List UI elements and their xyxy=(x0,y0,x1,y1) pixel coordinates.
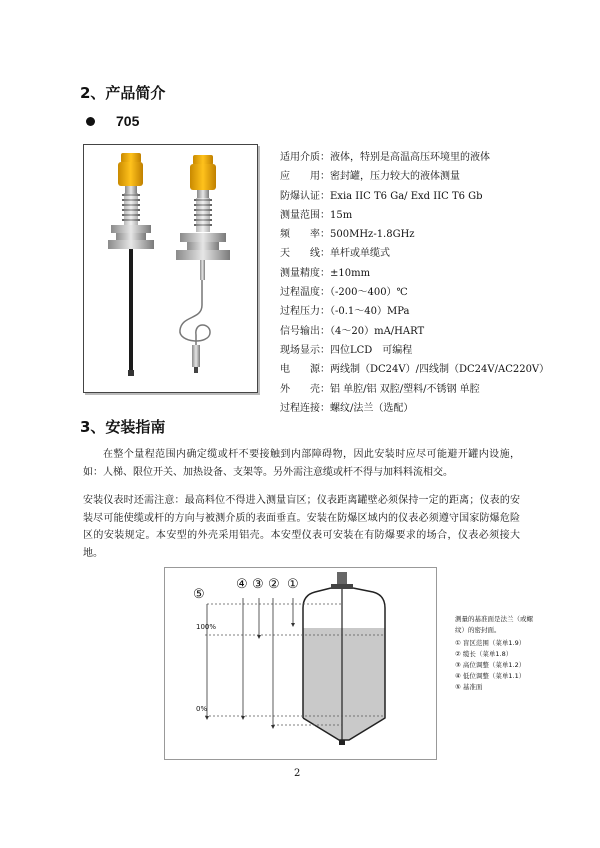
page-number: 2 xyxy=(294,768,301,779)
tank-diagram xyxy=(164,567,437,760)
spec-row-application: 应 用：密封罐，压力较大的液体测量 xyxy=(280,171,460,183)
cable-gauge-image xyxy=(176,155,230,373)
diagram-legend xyxy=(455,614,537,693)
product-bullet xyxy=(86,113,139,129)
install-paragraph-2: 安装仪表时还需注意：最高料位不得进入测量盲区；仪表距离罐壁必须保持一定的距离；仪表的安装尽可能使缆或杆的方向与被测介质的表面垂直。安装在防爆区域内的仪表必须遵守国家防爆危险区的安装规定。本安型的外壳采用铝壳。本安型仪表可安装在有防爆要求的场合，仪表必须接大地。 xyxy=(83,495,520,559)
spec-row-connection: 过程连接：螺纹/法兰（选配） xyxy=(280,402,414,414)
legend-item: ③ 高位调整（菜单1.2） xyxy=(455,661,526,669)
marker-3: ③ xyxy=(252,577,264,592)
section-3-heading: 3、安装指南 xyxy=(80,418,166,436)
legend-item: ② 缆长（菜单1.8） xyxy=(455,650,513,658)
marker-4: ④ xyxy=(236,577,248,592)
spec-row-explosion-proof: 防爆认证：Exia IIC T6 Ga/ Exd IIC T6 Gb xyxy=(280,190,483,202)
spec-row-housing: 外 壳：铝 单腔/铝 双腔/塑料/不锈钢 单腔 xyxy=(280,383,480,395)
spec-row-signal: 信号输出：（4～20）mA/HART xyxy=(280,325,425,337)
spec-row-frequency: 频 率：500MHz-1.8GHz xyxy=(280,229,415,241)
marker-1: ① xyxy=(287,577,299,592)
label-100-percent: 100% xyxy=(196,623,217,631)
legend-item: ① 盲区范围（菜单1.9） xyxy=(455,639,526,647)
legend-item: ④ 低位调整（菜单1.1） xyxy=(455,672,526,680)
spec-row-medium: 适用介质：液体，特别是高温高压环境里的液体 xyxy=(280,152,490,163)
label-0-percent: 0% xyxy=(196,705,208,713)
spec-row-pressure: 过程压力：（-0.1～40）MPa xyxy=(280,306,410,318)
rod-gauge-image xyxy=(108,153,154,376)
legend-item: ⑤ 基准面 xyxy=(455,683,483,691)
section-2-heading: 2、产品简介 xyxy=(80,84,166,102)
spec-row-temperature: 过程温度：（-200～400）℃ xyxy=(280,287,408,299)
spec-row-accuracy: 测量精度：±10mm xyxy=(280,267,371,279)
marker-2: ② xyxy=(268,577,280,592)
legend-title: 测量的基准面是法兰（或螺纹）的密封面。 xyxy=(455,615,533,634)
spec-row-antenna: 天 线：单杆或单缆式 xyxy=(280,248,390,260)
product-photo xyxy=(83,144,258,393)
marker-5: ⑤ xyxy=(193,587,205,602)
spec-row-range: 测量范围：15m xyxy=(280,209,353,221)
spec-list xyxy=(280,148,549,418)
spec-row-power: 电 源：两线制（DC24V）/四线制（DC24V/AC220V） xyxy=(280,364,550,376)
spec-row-display: 现场显示：四位LCD 可编程 xyxy=(280,344,413,356)
bullet-icon xyxy=(86,117,95,126)
install-paragraph-1: 在整个量程范围内确定缆或杆不要接触到内部障碍物，因此安装时应尽可能避开罐内设施，如：人梯、限位开关、加热设备、支架等。另外需注意缆或杆不得与加料料流相交。 xyxy=(83,449,520,478)
product-model: 705 xyxy=(116,113,140,129)
